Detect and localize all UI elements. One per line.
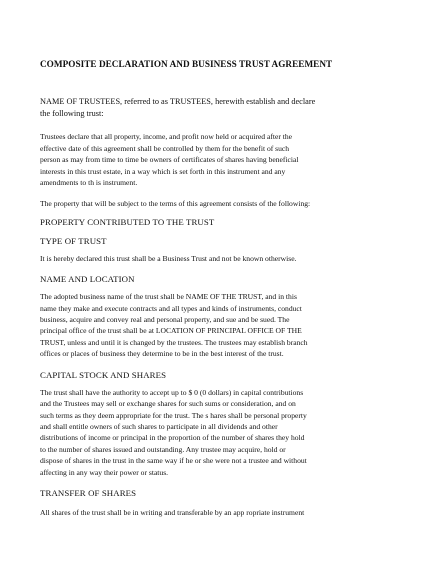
declaration-line: amendments to th is instrument. [40,178,138,188]
section-line: TRUST, unless and until it is changed by the trustees. The trustees may establish branch [40,337,308,347]
section-line: affecting in any way their power or status. [40,467,169,477]
section-heading-property: PROPERTY CONTRIBUTED TO THE TRUST [40,216,215,227]
section-line: and shall entitle owners of such shares to participate in all dividends and other [40,421,278,431]
section-line: business, acquire and convey real and personal property, and sue and be sued. The [40,315,290,325]
property-intro-line: The property that will be subject to the terms of this agreement consists of the following: [40,199,311,209]
declaration-line: person as may from time to time be owners of certificates of shares having beneficial [40,155,299,165]
section-line: such terms as they deem appropriate for the trust. The s hares shall be personal property [40,410,307,420]
section-body-name-location [40,291,392,359]
section-line: The adopted business name of the trust shall be NAME OF THE TRUST, and in this [40,292,297,302]
declaration-line: Trustees declare that all property, income, and profit now held or acquired after the [40,132,293,142]
section-line: It is hereby declared this trust shall be a Business Trust and not be known otherwise. [40,253,297,263]
section-heading-type: TYPE OF TRUST [40,235,107,246]
declaration-paragraph [40,131,392,188]
intro-paragraph [40,96,392,120]
intro-line: the following trust: [40,109,104,119]
intro-line: NAME OF TRUSTEES, referred to as TRUSTEES, herewith establish and declare [40,97,316,106]
section-body-capital [40,387,392,478]
section-line: distributions of income or principal in the proportion of the number of shares they hold [40,433,305,443]
section-line: offices or places of business they determine to be in the best interest of the trust. [40,349,284,359]
section-heading-name-location: NAME AND LOCATION [40,274,135,285]
section-line: name they make and execute contracts and all types and kinds of instruments, conduct [40,303,302,313]
section-line: to the number of shares issued and outstanding. Any trustee may acquire, hold or [40,444,286,454]
declaration-line: interests in this trust estate, in a way which is set forth in this instrument and any [40,166,286,176]
property-intro-paragraph [40,198,392,209]
section-heading-transfer: TRANSFER OF SHARES [40,487,137,498]
section-body-type [40,253,392,264]
section-line: All shares of the trust shall be in writing and transferable by an app ropriate instrument [40,507,305,517]
declaration-line: effective date of this agreement shall be controlled by them for the benefit of such [40,143,290,153]
section-line: The trust shall have the authority to accept up to $ 0 (0 dollars) in capital contributions [40,387,304,397]
section-heading-capital: CAPITAL STOCK AND SHARES [40,369,167,380]
section-line: principal office of the trust shall be at LOCATION OF PRINCIPAL OFFICE OF THE [40,326,302,336]
section-body-transfer [40,507,392,518]
section-line: dispose of shares in the trust in the same way if he or she were not a trustee and without [40,456,307,466]
document-title: COMPOSITE DECLARATION AND BUSINESS TRUST AGREEMENT [40,59,333,69]
section-line: and the Trustees may sell or exchange shares for such sums or consideration, and on [40,399,296,409]
